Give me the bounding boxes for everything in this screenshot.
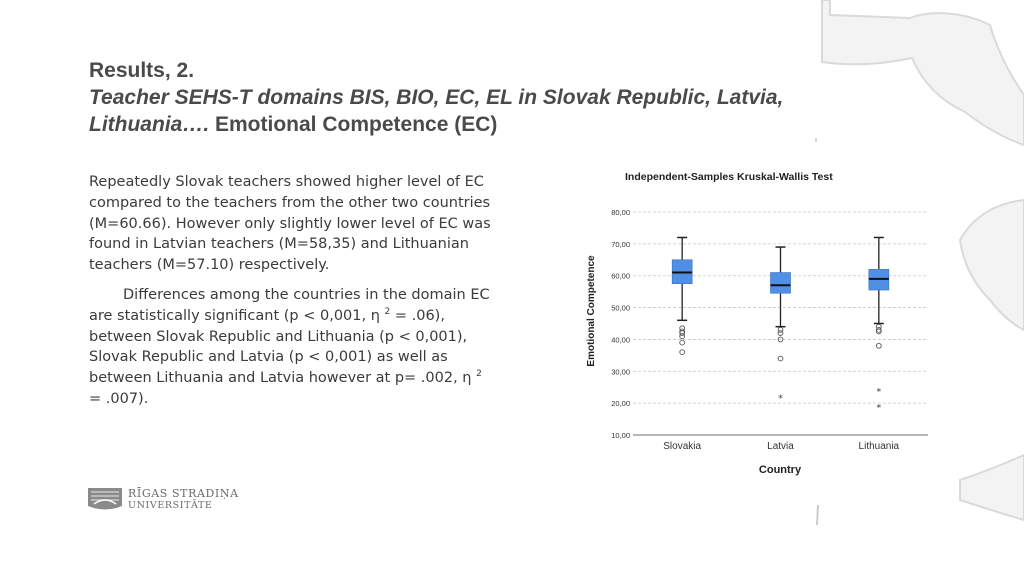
logo-line-1: RĪGAS STRADIŅA (128, 487, 239, 500)
title-lithuania: Lithuania…. (89, 113, 210, 136)
watermark-slab-bottom (960, 455, 1024, 520)
university-logo (88, 486, 239, 514)
title-emotional-competence (89, 111, 989, 138)
slide-title (89, 58, 989, 138)
y-tick-label: 50,00 (611, 303, 630, 313)
y-tick-label: 30,00 (611, 367, 630, 377)
outlier-point (680, 350, 685, 355)
box-iqr (771, 273, 791, 294)
x-tick-label: Lithuania (858, 441, 900, 452)
box-slovakia (672, 237, 692, 354)
extreme-point: * (876, 387, 882, 398)
boxplot-chart (578, 163, 938, 485)
chart-y-label: Emotional Competence (586, 255, 597, 367)
title-results: Results, 2. (89, 59, 195, 82)
body-text (89, 172, 491, 419)
outlier-point (876, 343, 881, 348)
paragraph-means: Repeatedly Slovak teachers showed higher level of EC compared to the teachers from the other two countries (M=60.66). However only slightly lower level of EC was found in Latvian teachers (M=58,35) and Lithuanian teachers (M=57.10) respectively. (89, 174, 491, 274)
university-emblem-icon (88, 486, 124, 514)
y-tick-label: 60,00 (611, 271, 630, 281)
university-logo-text (128, 487, 239, 512)
p2-part-c: = .007). (89, 390, 149, 407)
y-tick-label: 40,00 (611, 335, 630, 345)
outlier-point (680, 340, 685, 345)
outlier-point (680, 334, 685, 339)
title-domains: Teacher SEHS-T domains BIS, BIO, EC, EL in Slovak Republic, Latvia, (89, 86, 784, 109)
p2-sup-1: 2 (384, 306, 391, 317)
outlier-point (778, 331, 783, 336)
title-ec: Emotional Competence (EC) (209, 113, 498, 136)
chart-title: Independent-Samples Kruskal-Wallis Test (625, 171, 833, 183)
p2-sup-2: 2 (476, 369, 482, 380)
extreme-point: * (876, 403, 882, 414)
chart-x-label: Country (758, 464, 802, 476)
y-tick-label: 80,00 (611, 208, 630, 217)
y-tick-label: 10,00 (611, 431, 630, 440)
box-latvia (771, 247, 791, 404)
p2-part-a: Differences among the countries in the domain EC are statistically significant (p < 0,001, η (89, 286, 490, 324)
logo-line-2: UNIVERSITĀTE (128, 500, 213, 511)
y-tick-label: 70,00 (611, 239, 630, 249)
chart-y-ticks (611, 208, 630, 440)
outlier-point (778, 356, 783, 361)
watermark-curve-middle (960, 200, 1024, 330)
paragraph-significance (89, 285, 491, 410)
x-tick-label: Slovakia (663, 441, 702, 452)
chart-boxes (672, 237, 889, 413)
chart-x-ticks (663, 441, 899, 452)
x-tick-label: Latvia (767, 441, 794, 452)
y-tick-label: 20,00 (611, 399, 630, 409)
p2-part-b: = .06), between Slovak Republic and Lithuania (p < 0,001), Slovak Republic and Latvia (p < 0,001) as well as between Lithuania and Latvia however at p= .002, η (89, 307, 477, 387)
extreme-point: * (778, 393, 783, 404)
box-lithuania (869, 237, 889, 413)
